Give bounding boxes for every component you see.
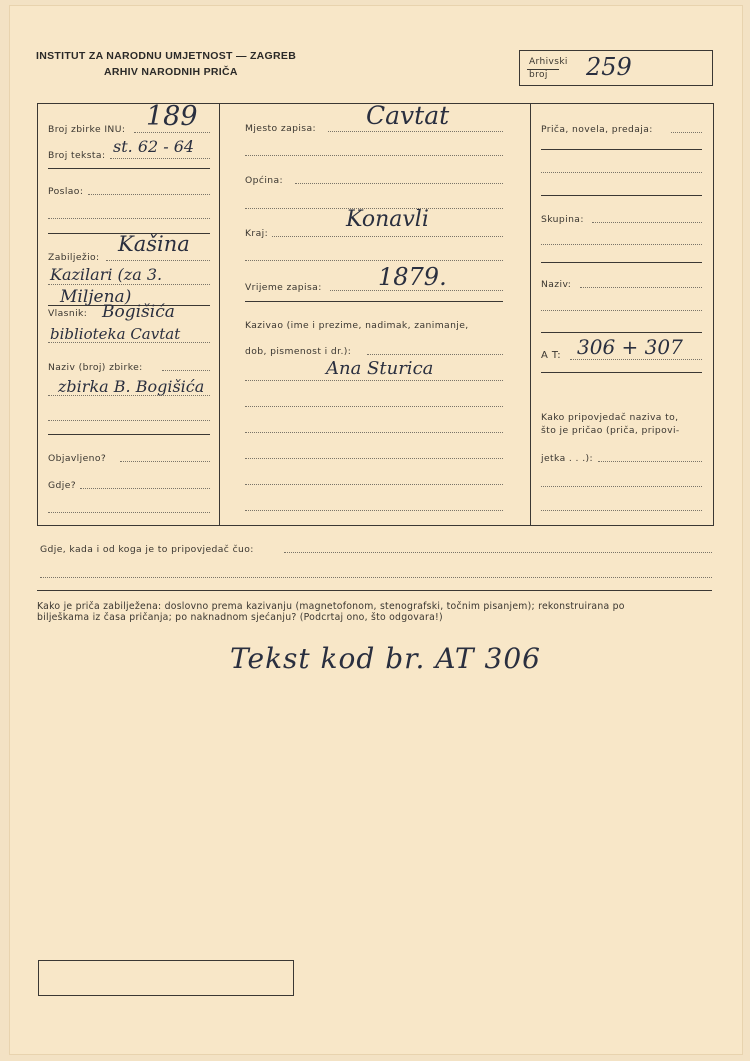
collection-number-line (134, 132, 210, 133)
narrator-line-2 (245, 380, 503, 381)
narrator-term-label-3: jetka . . .): (541, 453, 593, 464)
recorder-line-2 (48, 284, 210, 285)
source-separator (37, 590, 712, 591)
recording-place-label: Mjesto zapisa: (245, 123, 317, 134)
institute-title: INSTITUT ZA NARODNU UMJETNOST — ZAGREB (36, 50, 297, 62)
collection-name-value: zbirka B. Bogišića (58, 377, 205, 396)
group-line-1 (592, 222, 702, 223)
published-label: Objavljeno? (48, 453, 107, 464)
collection-name-line-3 (48, 420, 210, 421)
archive-title: ARHIV NARODNIH PRIČA (104, 66, 238, 78)
group-label: Skupina: (541, 214, 584, 225)
region-line-2 (245, 260, 503, 261)
narrator-line-6 (245, 484, 503, 485)
mid-separator-1 (245, 301, 503, 302)
collection-name-label: Naziv (broj) zbirke: (48, 362, 143, 373)
story-type-label: Priča, novela, predaja: (541, 124, 653, 135)
source-label: Gdje, kada i od koga je to pripovjedač čuo: (40, 544, 254, 555)
recording-method-line-1: Kako je priča zabilježena: doslovno prema kazivanju (magnetofonom, stenografski, točnim pisanjem); rekonstruirana po (37, 601, 625, 612)
narrator-term-label-1: Kako pripovjedač naziva to, (541, 412, 679, 423)
owner-label: Vlasnik: (48, 308, 88, 319)
narrator-value: Ana Sturica (326, 358, 434, 379)
left-separator-4 (48, 434, 210, 435)
narrator-term-label-2: što je pričao (priča, pripovi- (541, 425, 680, 436)
narrator-line-4 (245, 432, 503, 433)
where-published-label: Gdje? (48, 480, 77, 491)
text-number-line (110, 158, 210, 159)
sender-line-1 (88, 194, 210, 195)
column-divider-2 (530, 103, 531, 526)
recording-time-label: Vrijeme zapisa: (245, 282, 322, 293)
region-value: Konavli (346, 207, 429, 232)
sender-line-2 (48, 218, 210, 219)
bottom-stamp-box (38, 960, 294, 996)
narrator-term-line-3 (541, 510, 702, 511)
recorder-value-3: Miljena) (60, 287, 132, 307)
archive-number-box (519, 50, 713, 86)
collection-number-label: Broj zbirke INU: (48, 124, 126, 135)
right-separator-5 (541, 372, 702, 373)
narrator-line-5 (245, 458, 503, 459)
owner-value-2: biblioteka Cavtat (50, 325, 181, 343)
right-separator-4 (541, 332, 702, 333)
narrator-label-2: dob, pismenost i dr.): (245, 346, 352, 357)
published-line (120, 461, 210, 462)
archive-number-value: 259 (586, 53, 632, 81)
where-published-line-2 (48, 512, 210, 513)
recording-place-value: Cavtat (366, 101, 450, 130)
recording-method-line-2: bilješkama iz časa pričanja; po naknadnom sjećanju? (Podcrtaj ono, što odgovara!) (37, 612, 443, 623)
title-line-1 (580, 287, 702, 288)
narrator-label-1: Kazivao (ime i prezime, nadimak, zanimanje, (245, 320, 469, 331)
narrator-line-1 (367, 354, 503, 355)
recording-place-line-2 (245, 155, 503, 156)
where-published-line-1 (80, 488, 210, 489)
source-line-1 (284, 552, 712, 553)
recording-time-value: 1879. (378, 263, 447, 291)
archive-number-label-2: broj (529, 70, 548, 80)
text-number-label: Broj teksta: (48, 150, 106, 161)
archive-number-label-1: Arhivski (529, 57, 568, 67)
municipality-label: Općina: (245, 175, 284, 186)
recording-place-line (328, 131, 503, 132)
text-number-value: st. 62 - 64 (113, 137, 195, 156)
right-separator-1 (541, 149, 702, 150)
group-line-2 (541, 244, 702, 245)
collection-number-value: 189 (146, 101, 198, 132)
story-type-line-1 (671, 132, 702, 133)
archive-number-label-underline (527, 69, 559, 70)
collection-name-line-1 (162, 370, 210, 371)
left-separator-1 (48, 168, 210, 169)
narrator-term-line-2 (541, 486, 702, 487)
at-label: A T: (541, 350, 561, 361)
at-line (570, 359, 702, 360)
recorder-value-2: Kazilari (za 3. (50, 265, 163, 284)
handwritten-note: Tekst kod br. AT 306 (230, 642, 541, 675)
narrator-line-3 (245, 406, 503, 407)
narrator-line-7 (245, 510, 503, 511)
recorder-value-1: Kašina (118, 232, 190, 256)
source-line-2 (40, 577, 712, 578)
region-line-1 (272, 236, 503, 237)
region-label: Kraj: (245, 228, 269, 239)
story-type-line-2 (541, 172, 702, 173)
recorder-line-1 (106, 260, 210, 261)
at-value: 306 + 307 (577, 335, 683, 359)
title-label: Naziv: (541, 279, 572, 290)
sender-label: Poslao: (48, 186, 84, 197)
title-line-2 (541, 310, 702, 311)
municipality-line-1 (295, 183, 503, 184)
owner-value-1: Bogišića (102, 302, 175, 322)
recorder-label: Zabilježio: (48, 252, 100, 263)
column-divider-1 (219, 103, 220, 526)
narrator-term-line-1 (598, 461, 702, 462)
right-separator-3 (541, 262, 702, 263)
right-separator-2 (541, 195, 702, 196)
